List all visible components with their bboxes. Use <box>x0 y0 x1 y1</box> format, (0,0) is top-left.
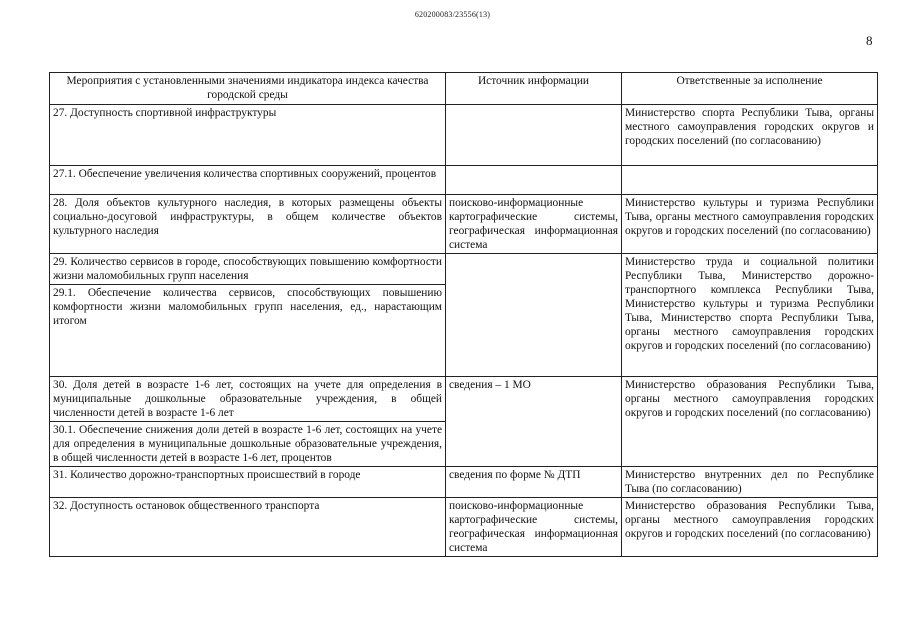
source-cell: поисково-информационные картографические системы, географическая информационная система <box>446 498 622 557</box>
source-cell: сведения – 1 МО <box>446 377 622 467</box>
column-header-responsible: Ответственные за исполнение <box>622 73 878 105</box>
page-number: 8 <box>866 33 873 48</box>
responsible-cell: Министерство образования Республики Тыва, органы местного самоуправления городских округов и городских поселений (по согласованию) <box>622 498 878 557</box>
source-cell <box>446 166 622 195</box>
measure-sub-cell: 29.1. Обеспечение количества сервисов, способствующих повышению комфортности жизни маломобильных групп населения, ед., нарастающим итогом <box>50 285 446 377</box>
responsible-cell: Министерство культуры и туризма Республики Тыва, органы местного самоуправления городских округов и городских поселений (по согласованию) <box>622 195 878 254</box>
measure-cell: 28. Доля объектов культурного наследия, в которых размещены объекты социально-досуговой инфраструктуры, в общем количестве объектов культурного наследия <box>50 195 446 254</box>
measures-table <box>49 72 878 557</box>
source-cell: сведения по форме № ДТП <box>446 467 622 498</box>
measure-cell: 32. Доступность остановок общественного транспорта <box>50 498 446 557</box>
table-row <box>50 377 878 422</box>
responsible-cell: Министерство образования Республики Тыва, органы местного самоуправления городских округов и городских поселений (по согласованию) <box>622 377 878 467</box>
table-row <box>50 498 878 557</box>
table-row <box>50 195 878 254</box>
responsible-cell: Министерство внутренних дел по Республике Тыва (по согласованию) <box>622 467 878 498</box>
responsible-cell: Министерство труда и социальной политики Республики Тыва, Министерство дорожно-транспортного комплекса Республики Тыва, Министерство культуры и туризма Республики Тыва, Министерство спорта Республики Тыва, органы местного самоуправления городских округов и городских поселений (по согласованию) <box>622 254 878 377</box>
responsible-cell <box>622 166 878 195</box>
column-header-source: Источник информации <box>446 73 622 105</box>
table-header-row <box>50 73 878 105</box>
document-id: 620200083/23556(13) <box>414 10 491 19</box>
table-row <box>50 254 878 285</box>
source-cell: поисково-информационные картографические системы, географическая информационная система <box>446 195 622 254</box>
measure-cell: 31. Количество дорожно-транспортных происшествий в городе <box>50 467 446 498</box>
source-cell <box>446 254 622 377</box>
table-row <box>50 166 878 195</box>
measure-cell: 27. Доступность спортивной инфраструктуры <box>50 105 446 166</box>
table-row <box>50 105 878 166</box>
source-cell <box>446 105 622 166</box>
column-header-measures: Мероприятия с установленными значениями индикатора индекса качества городской среды <box>50 73 446 105</box>
measure-cell: 29. Количество сервисов в городе, способствующих повышению комфортности жизни маломобильных групп населения <box>50 254 446 285</box>
measure-sub-cell: 30.1. Обеспечение снижения доли детей в возрасте 1-6 лет, состоящих на учете для определения в муниципальные дошкольные образовательные учреждения, в общей численности детей в возрасте 1-6 лет, процентов <box>50 422 446 467</box>
responsible-cell: Министерство спорта Республики Тыва, органы местного самоуправления городских округов и городских поселений (по согласованию) <box>622 105 878 166</box>
table-row <box>50 467 878 498</box>
measure-cell: 30. Доля детей в возрасте 1-6 лет, состоящих на учете для определения в муниципальные дошкольные образовательные учреждения, в общей численности детей в возрасте 1-6 лет <box>50 377 446 422</box>
measure-cell: 27.1. Обеспечение увеличения количества спортивных сооружений, процентов <box>50 166 446 195</box>
